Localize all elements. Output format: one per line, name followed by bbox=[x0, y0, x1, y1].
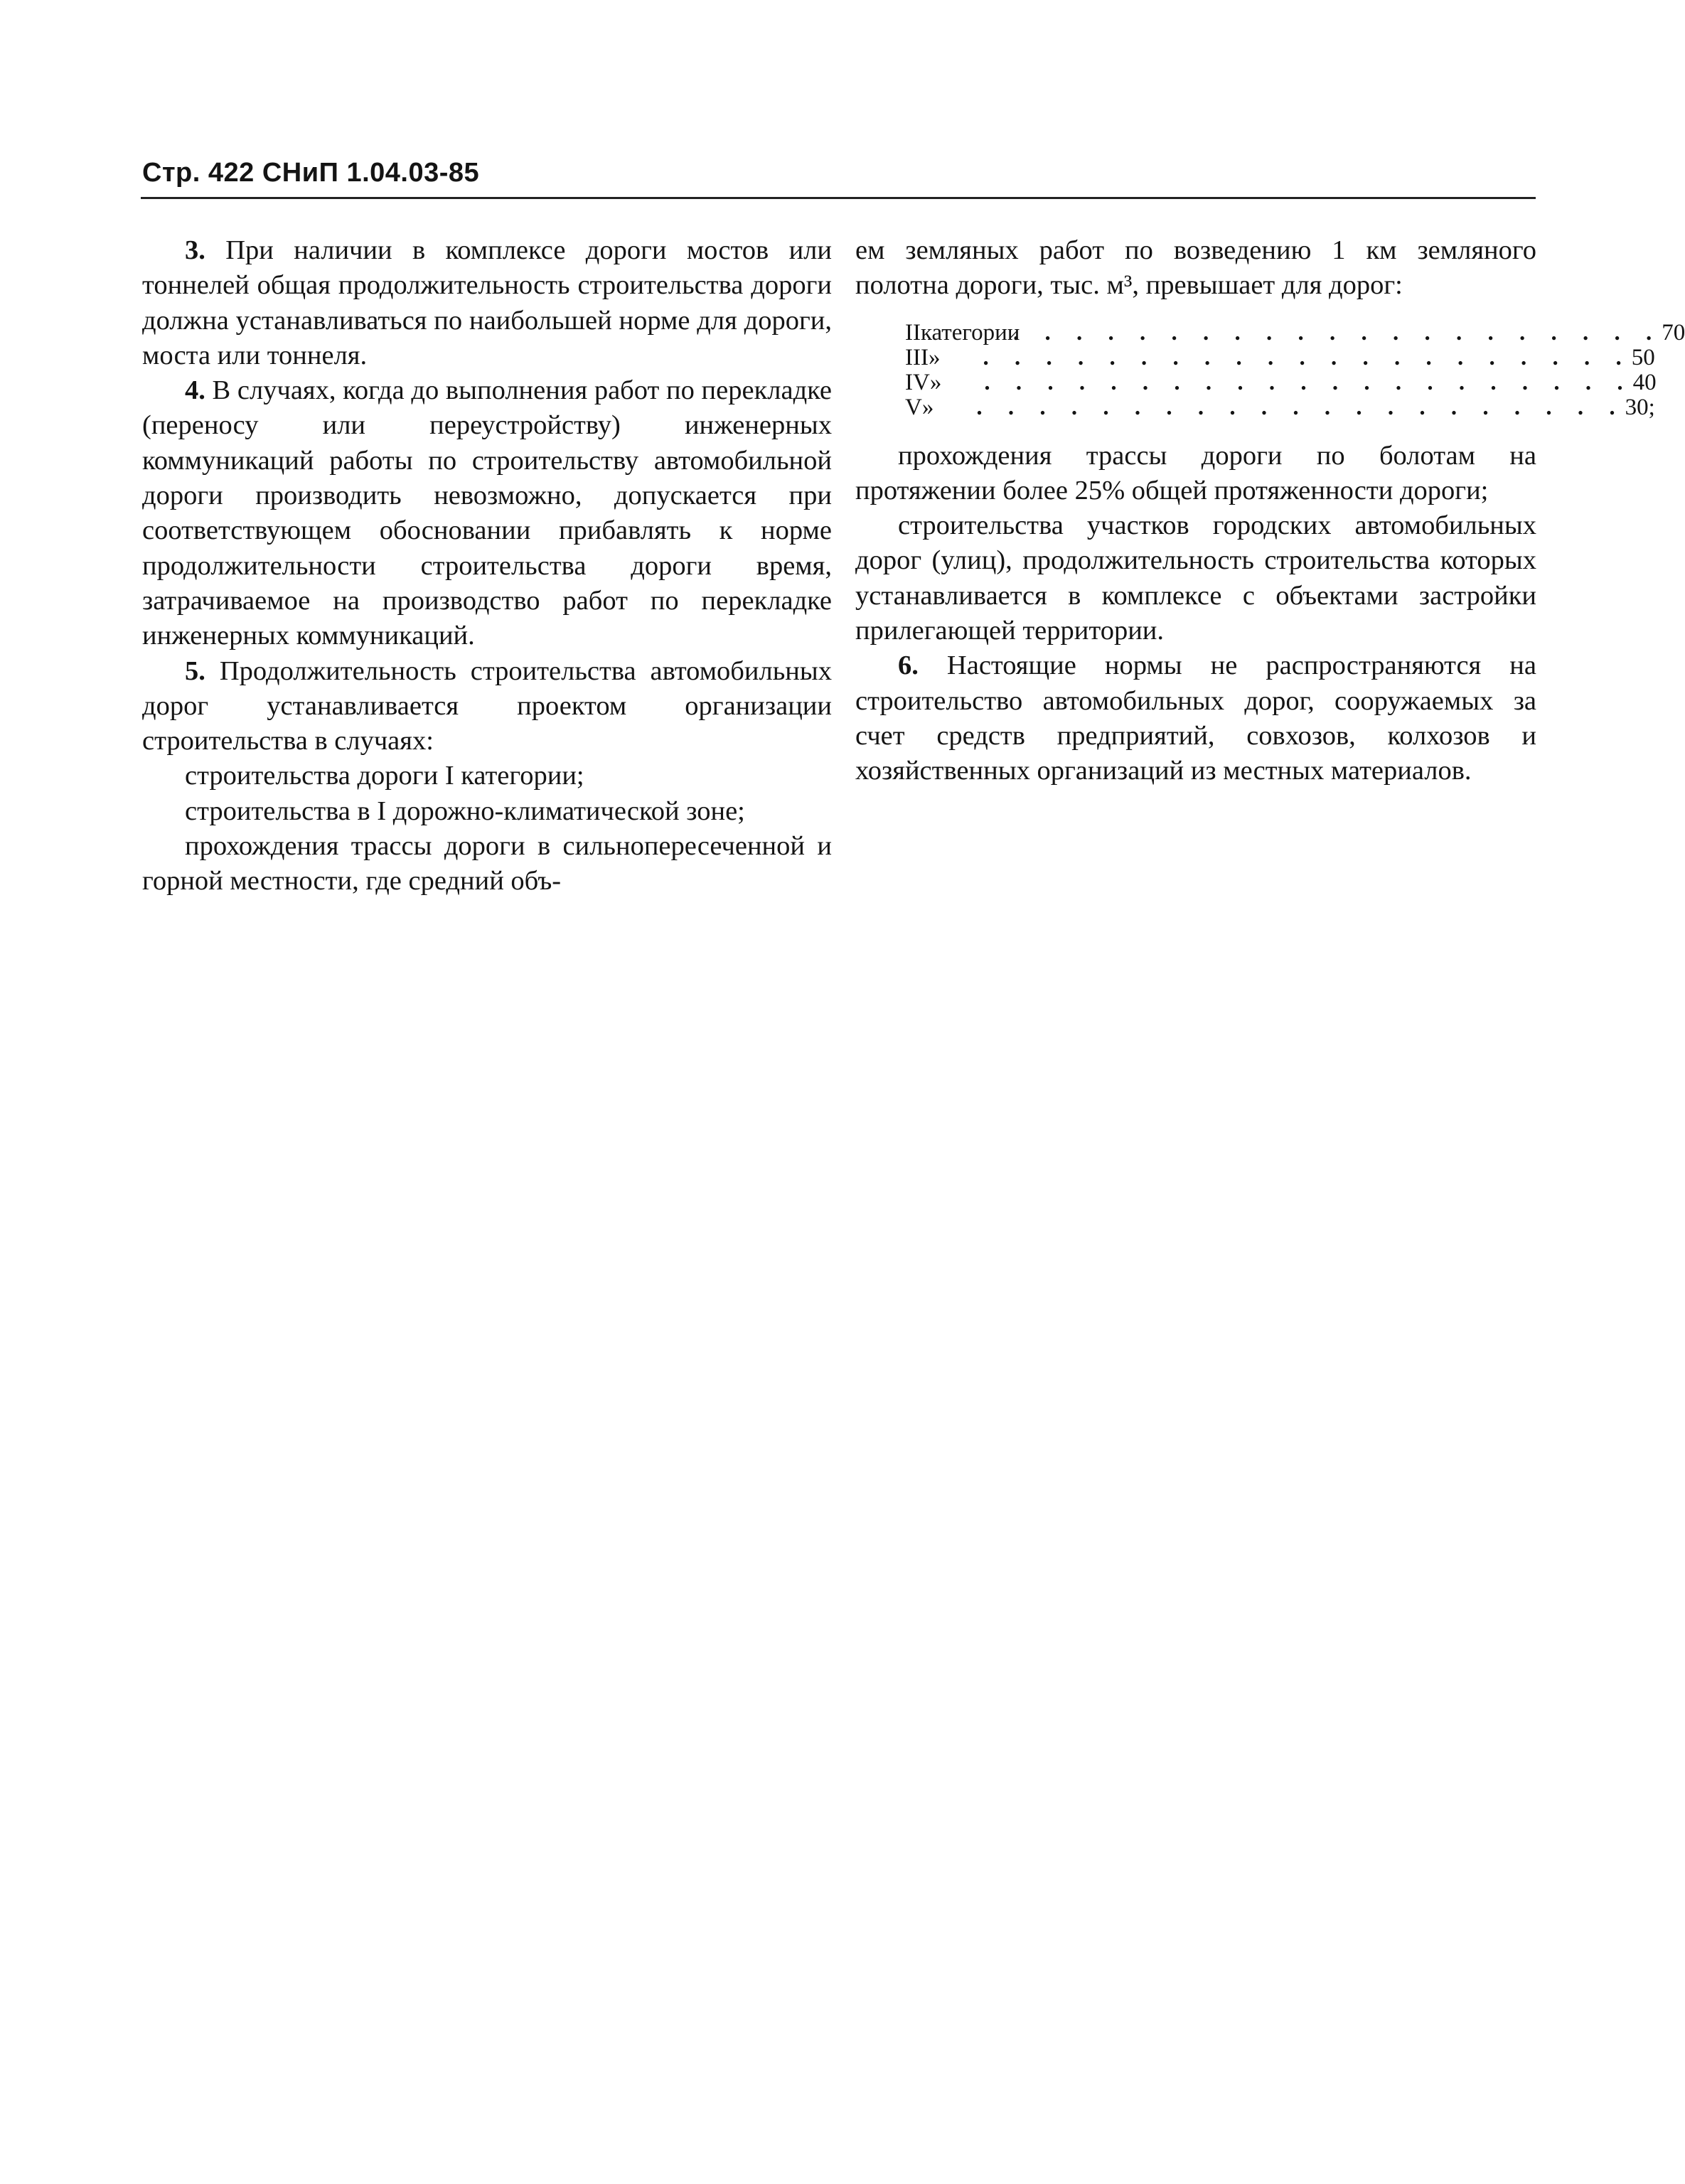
paragraph-text: Продолжительность строительства автомобильных дорог устанавливается проектом организации строительства в случаях: bbox=[142, 655, 832, 756]
paragraph-text: строительства участков городских автомобильных дорог (улиц), продолжительность строительства которых устанавливается в комплексе с объектами застройки прилегающей территории. bbox=[855, 510, 1536, 646]
leader-dots: . . . . . . . . . . . . . . . . . . . . . bbox=[1012, 319, 1662, 346]
leader-dots: . . . . . . . . . . . . . . . . . . . . . bbox=[976, 394, 1625, 420]
paragraph-text: прохождения трассы дороги в сильнопересеченной и горной местности, где средний объ- bbox=[142, 831, 832, 896]
ditto-mark: » bbox=[928, 344, 941, 370]
leader-dots: . . . . . . . . . . . . . . . . . . . . . bbox=[983, 344, 1632, 370]
paragraph-3 bbox=[142, 233, 832, 373]
ditto-mark: » bbox=[929, 369, 942, 395]
item-number: 3. bbox=[185, 235, 205, 265]
category-row bbox=[905, 319, 1685, 346]
case-item bbox=[855, 439, 1536, 509]
left-column bbox=[142, 233, 832, 899]
category-row bbox=[905, 369, 1657, 395]
paragraph-text: При наличии в комплексе дороги мостов или тоннелей общая продолжительность строительства дороги должна устанавливаться по наибольшей норме для дороги, моста или тоннеля. bbox=[142, 235, 832, 370]
category-table bbox=[905, 319, 1685, 420]
category-value: 70 bbox=[1662, 319, 1685, 346]
case-item bbox=[855, 508, 1536, 648]
item-number: 6. bbox=[898, 651, 919, 681]
case-item bbox=[142, 829, 832, 899]
right-column bbox=[855, 233, 1685, 789]
category-value: 40 bbox=[1632, 369, 1657, 395]
category-roman: II bbox=[905, 319, 921, 346]
category-row bbox=[905, 344, 1655, 370]
header-rule bbox=[141, 197, 1536, 199]
category-roman: V bbox=[905, 394, 922, 420]
category-row bbox=[905, 394, 1655, 420]
paragraph-text: строительства дороги I категории; bbox=[185, 761, 584, 791]
case-item bbox=[142, 794, 832, 829]
paragraph-6 bbox=[855, 648, 1536, 788]
item-number: 5. bbox=[185, 655, 205, 686]
paragraph-5 bbox=[142, 654, 832, 759]
category-value: 30; bbox=[1625, 394, 1655, 420]
paragraph-text: В случаях, когда до выполнения работ по перекладке (переносу или переустройству) инженерных коммуникаций работы по строительству автомобильной дороги производить невозможно, допускается при соответствующем обосновании прибавлять к норме продолжительности строительства дороги время, затрачиваемое на производство работ по перекладке инженерных коммуникаций. bbox=[142, 375, 832, 651]
item-number: 4. bbox=[185, 375, 205, 406]
paragraph-text: прохождения трассы дороги по болотам на протяжении более 25% общей протяженности дороги; bbox=[855, 440, 1536, 505]
leader-dots: . . . . . . . . . . . . . . . . . . . . . bbox=[984, 369, 1633, 395]
category-roman: IV bbox=[905, 369, 930, 395]
page-header: Стр. 422 СНиП 1.04.03-85 bbox=[142, 158, 480, 188]
paragraph-text: Настоящие нормы не распространяются на строительство автомобильных дорог, сооружаемых за счет средств предприятий, совхозов, колхозов и хозяйственных организаций из местных материалов. bbox=[855, 651, 1536, 786]
category-label: категории bbox=[920, 319, 1020, 346]
paragraph-4 bbox=[142, 373, 832, 653]
paragraph-text: строительства в I дорожно-климатической зоне; bbox=[185, 796, 745, 826]
continuation-text: ем земляных работ по возведению 1 км земляного полотна дороги, тыс. м³, превышает для дорог: bbox=[855, 235, 1536, 301]
ditto-mark: » bbox=[921, 394, 934, 420]
case-item bbox=[142, 759, 832, 793]
category-roman: III bbox=[905, 344, 929, 370]
category-value: 50 bbox=[1631, 344, 1655, 370]
